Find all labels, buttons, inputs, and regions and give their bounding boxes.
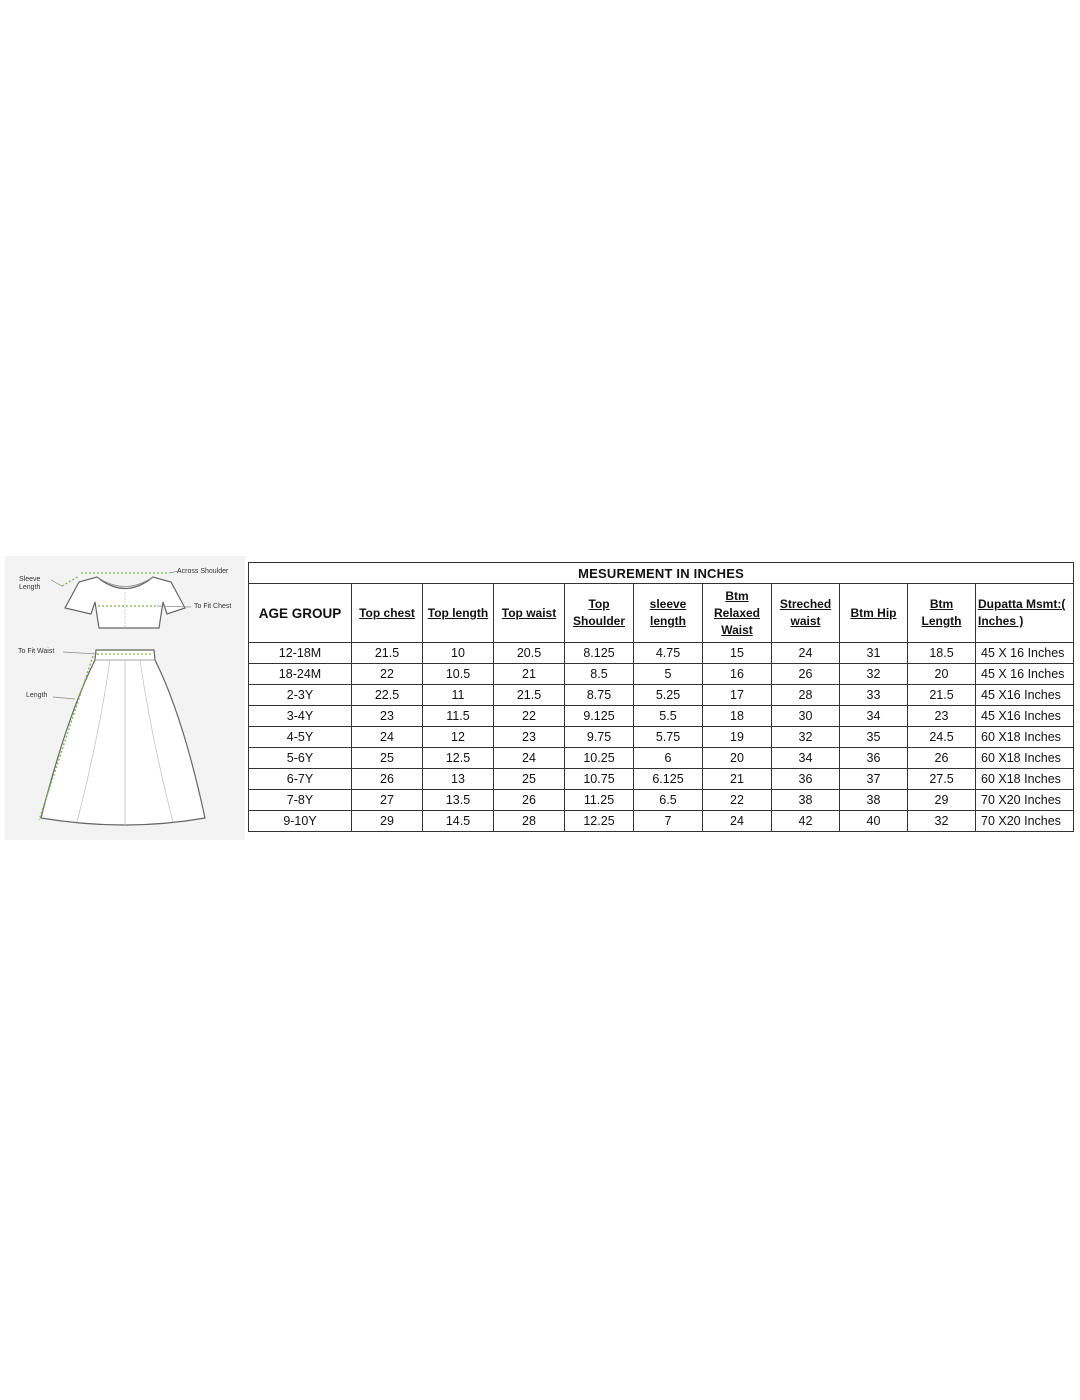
table-cell: 4.75 xyxy=(634,643,703,664)
table-cell: 22 xyxy=(494,706,565,727)
table-cell: 31 xyxy=(840,643,908,664)
table-cell: 24.5 xyxy=(908,727,976,748)
table-cell: 34 xyxy=(840,706,908,727)
table-cell: 22.5 xyxy=(352,685,423,706)
table-cell: 9.125 xyxy=(565,706,634,727)
table-cell: 4-5Y xyxy=(249,727,352,748)
table-cell: 70 X20 Inches xyxy=(976,811,1074,832)
table-cell: 45 X16 Inches xyxy=(976,706,1074,727)
table-cell: 21 xyxy=(494,664,565,685)
table-cell: 25 xyxy=(494,769,565,790)
table-cell: 36 xyxy=(840,748,908,769)
header-label: Btm Hip xyxy=(850,605,897,620)
table-cell: 13.5 xyxy=(423,790,494,811)
table-cell: 5.5 xyxy=(634,706,703,727)
table-cell: 29 xyxy=(352,811,423,832)
table-cell: 24 xyxy=(494,748,565,769)
table-cell: 15 xyxy=(703,643,772,664)
table-cell: 22 xyxy=(352,664,423,685)
table-cell: 8.5 xyxy=(565,664,634,685)
table-cell: 22 xyxy=(703,790,772,811)
table-row xyxy=(249,643,1074,664)
header-label: Top chest xyxy=(359,605,415,620)
table-cell: 32 xyxy=(772,727,840,748)
header-label: Btm Relaxed Waist xyxy=(713,588,761,637)
header-top-chest xyxy=(352,584,423,643)
header-label: Dupatta Msmt:( Inches ) xyxy=(978,597,1066,628)
table-cell: 60 X18 Inches xyxy=(976,727,1074,748)
table-cell: 5.75 xyxy=(634,727,703,748)
table-cell: 11 xyxy=(423,685,494,706)
table-cell: 38 xyxy=(840,790,908,811)
header-label: Btm Length xyxy=(921,597,962,628)
table-cell: 34 xyxy=(772,748,840,769)
table-row xyxy=(249,685,1074,706)
header-top-shoulder xyxy=(565,584,634,643)
table-cell: 7-8Y xyxy=(249,790,352,811)
table-cell: 26 xyxy=(908,748,976,769)
table-cell: 24 xyxy=(352,727,423,748)
table-cell: 42 xyxy=(772,811,840,832)
header-label: Top Shoulder xyxy=(572,597,625,628)
table-cell: 60 X18 Inches xyxy=(976,748,1074,769)
table-cell: 21.5 xyxy=(908,685,976,706)
table-row xyxy=(249,811,1074,832)
header-sleeve-length xyxy=(634,584,703,643)
table-cell: 21 xyxy=(703,769,772,790)
table-cell: 13 xyxy=(423,769,494,790)
table-cell: 14.5 xyxy=(423,811,494,832)
table-cell: 21.5 xyxy=(352,643,423,664)
table-cell: 8.75 xyxy=(565,685,634,706)
header-top-length xyxy=(423,584,494,643)
table-row xyxy=(249,664,1074,685)
table-cell: 9.75 xyxy=(565,727,634,748)
table-cell: 19 xyxy=(703,727,772,748)
measurement-diagram xyxy=(5,556,245,840)
table-cell: 27.5 xyxy=(908,769,976,790)
table-cell: 27 xyxy=(352,790,423,811)
table-cell: 18 xyxy=(703,706,772,727)
table-cell: 5-6Y xyxy=(249,748,352,769)
table-cell: 25 xyxy=(352,748,423,769)
table-cell: 24 xyxy=(703,811,772,832)
table-cell: 45 X 16 Inches xyxy=(976,664,1074,685)
table-cell: 18-24M xyxy=(249,664,352,685)
table-cell: 9-10Y xyxy=(249,811,352,832)
table-cell: 5 xyxy=(634,664,703,685)
size-chart-table xyxy=(248,562,1074,832)
table-cell: 30 xyxy=(772,706,840,727)
table-body xyxy=(249,643,1074,832)
table-cell: 2-3Y xyxy=(249,685,352,706)
table-cell: 12-18M xyxy=(249,643,352,664)
table-row xyxy=(249,727,1074,748)
table-cell: 37 xyxy=(840,769,908,790)
table-cell: 12.25 xyxy=(565,811,634,832)
to-fit-chest-label: To Fit Chest xyxy=(194,603,232,610)
table-cell: 26 xyxy=(352,769,423,790)
table-cell: 6.125 xyxy=(634,769,703,790)
table-cell: 6.5 xyxy=(634,790,703,811)
length-label: Length xyxy=(26,692,48,699)
table-cell: 12.5 xyxy=(423,748,494,769)
table-row xyxy=(249,748,1074,769)
sleeve-length-label: Sleeve Length xyxy=(19,576,41,591)
header-dupatta-msmt xyxy=(976,584,1074,643)
table-cell: 17 xyxy=(703,685,772,706)
table-cell: 20 xyxy=(908,664,976,685)
header-btm-hip xyxy=(840,584,908,643)
table-row xyxy=(249,790,1074,811)
table-cell: 32 xyxy=(908,811,976,832)
table-cell: 10.75 xyxy=(565,769,634,790)
header-age-group xyxy=(249,584,352,643)
header-label: AGE GROUP xyxy=(258,605,342,621)
table-cell: 10.5 xyxy=(423,664,494,685)
table-cell: 8.125 xyxy=(565,643,634,664)
table-cell: 38 xyxy=(772,790,840,811)
table-cell: 18.5 xyxy=(908,643,976,664)
table-cell: 36 xyxy=(772,769,840,790)
table-cell: 10.25 xyxy=(565,748,634,769)
table-title: MESUREMENT IN INCHES xyxy=(249,563,1074,584)
table-cell: 21.5 xyxy=(494,685,565,706)
sleeve-length-measure xyxy=(62,576,79,586)
table-cell: 35 xyxy=(840,727,908,748)
table-cell: 16 xyxy=(703,664,772,685)
table-cell: 28 xyxy=(772,685,840,706)
table-cell: 20 xyxy=(703,748,772,769)
table-cell: 20.5 xyxy=(494,643,565,664)
table-cell: 32 xyxy=(840,664,908,685)
table-row xyxy=(249,706,1074,727)
table-cell: 11.5 xyxy=(423,706,494,727)
table-cell: 6 xyxy=(634,748,703,769)
table-cell: 70 X20 Inches xyxy=(976,790,1074,811)
table-cell: 40 xyxy=(840,811,908,832)
table-cell: 28 xyxy=(494,811,565,832)
table-cell: 11.25 xyxy=(565,790,634,811)
table-cell: 23 xyxy=(494,727,565,748)
table-cell: 5.25 xyxy=(634,685,703,706)
table-cell: 29 xyxy=(908,790,976,811)
table-cell: 23 xyxy=(352,706,423,727)
table-row xyxy=(249,769,1074,790)
table-cell: 10 xyxy=(423,643,494,664)
header-btm-length xyxy=(908,584,976,643)
table-cell: 26 xyxy=(494,790,565,811)
table-cell: 23 xyxy=(908,706,976,727)
table-cell: 24 xyxy=(772,643,840,664)
header-label: Streched waist xyxy=(779,597,832,628)
header-top-waist xyxy=(494,584,565,643)
table-cell: 3-4Y xyxy=(249,706,352,727)
header-streched-waist xyxy=(772,584,840,643)
header-label: Top waist xyxy=(501,605,557,620)
across-shoulder-label: Across Shoulder xyxy=(177,568,229,575)
header-label: sleeve length xyxy=(649,597,687,628)
table-cell: 12 xyxy=(423,727,494,748)
table-cell: 33 xyxy=(840,685,908,706)
header-btm-relaxed-waist xyxy=(703,584,772,643)
table-cell: 45 X16 Inches xyxy=(976,685,1074,706)
table-cell: 7 xyxy=(634,811,703,832)
header-row xyxy=(249,584,1074,643)
table-cell: 6-7Y xyxy=(249,769,352,790)
header-label: Top length xyxy=(427,605,489,620)
to-fit-waist-label: To Fit Waist xyxy=(18,648,55,655)
table-cell: 45 X 16 Inches xyxy=(976,643,1074,664)
table-cell: 26 xyxy=(772,664,840,685)
table-cell: 60 X18 Inches xyxy=(976,769,1074,790)
